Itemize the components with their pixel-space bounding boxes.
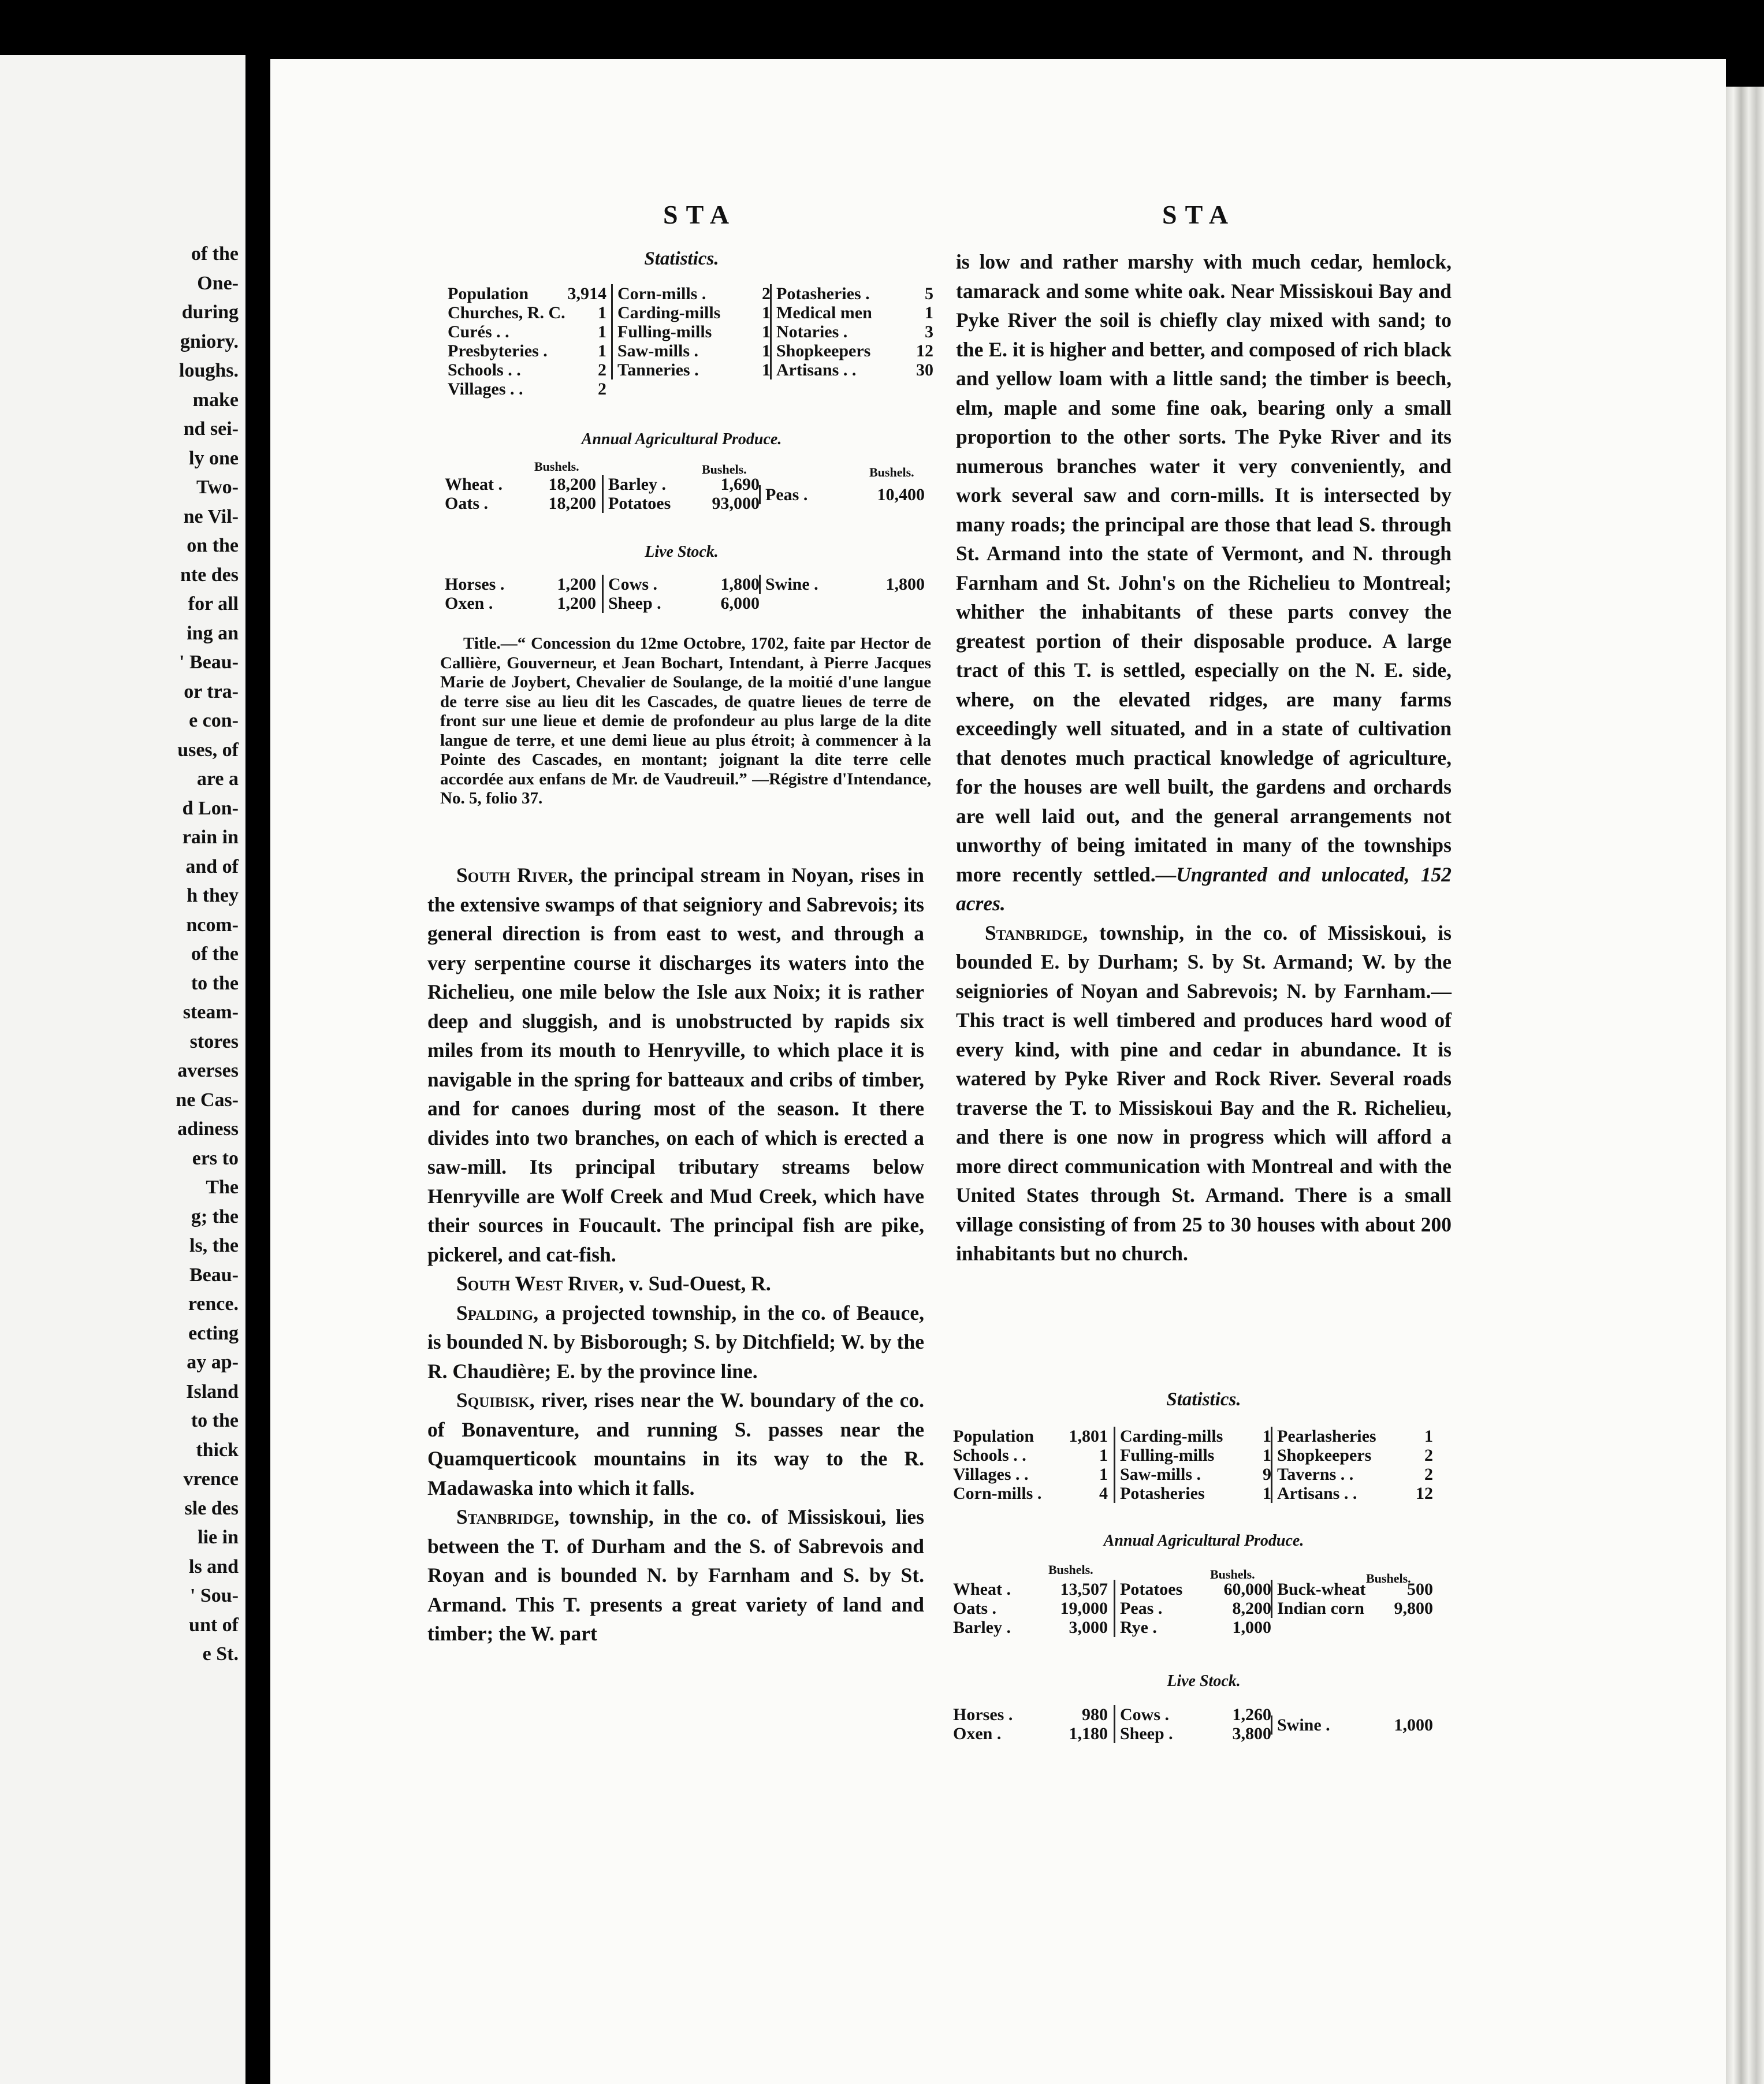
row-label: Population — [953, 1427, 1034, 1446]
previous-page-line: ing an — [187, 622, 239, 644]
row-label: Oats . — [953, 1599, 996, 1618]
row-label: Population — [448, 284, 529, 303]
table-row — [448, 322, 606, 341]
row-value: 1 — [762, 341, 771, 360]
entry-headword: South River — [456, 864, 568, 887]
right-livestock-title: Live Stock. — [1167, 1672, 1241, 1690]
row-value: 1 — [762, 303, 771, 322]
previous-page-line: uses, of — [177, 739, 239, 761]
left-bushels-label-3: Bushels. — [869, 465, 914, 479]
row-value: 500 — [1407, 1580, 1433, 1599]
table-row — [953, 1465, 1108, 1484]
table-row — [1120, 1705, 1271, 1724]
row-value: 1 — [598, 341, 606, 360]
row-label: Notaries . — [776, 322, 848, 341]
entry-paragraph — [427, 1502, 924, 1648]
table-row — [445, 594, 596, 613]
previous-page-line: adiness — [177, 1118, 239, 1140]
previous-page-line: d Lon- — [182, 797, 239, 819]
row-value: 18,200 — [548, 494, 596, 513]
row-value: 6,000 — [720, 594, 760, 613]
table-row — [1277, 1580, 1433, 1599]
previous-page-line: averses — [177, 1060, 239, 1081]
row-label: Shopkeepers — [1277, 1446, 1372, 1465]
previous-page-line: ' Sou- — [189, 1585, 239, 1606]
table-row — [765, 575, 925, 594]
row-value: 18,200 — [548, 475, 596, 494]
entry-paragraph — [956, 918, 1452, 1268]
row-value: 1 — [762, 322, 771, 341]
row-value: 1 — [1263, 1427, 1271, 1446]
entry-text: is low and rather marshy with much cedar, hemlock, tamarack and some white oak. Near Missiskoui Bay and Pyke River the soil is chiefly clay mixed with sand; to the E. it is higher and better, and composed of rich black and yellow loam with a little sand; the timber is beech, elm, maple and some fine oak, bearing only a small proportion to the other sorts. The Pyke River and its numerous branches water it very conveniently, and work several saw and corn-mills. It is intersected by many roads; the principal are those that lead S. through St. Armand into the state of Vermont, and N. through Farnham and St. John's on the Richelieu to Montreal; whither the inhabitants of these parts convey the greatest portion of their disposable produce. A large tract of this T. is settled, especially on the N. E. side, where, on the elevated ridges, are many farms exceedingly well situated, and in a state of cultivation that denotes much practical knowledge of agriculture, for the houses are well built, the gardens and orchards are well laid out, and the general arrangements not unworthy of being imitated in many of the townships more recently settled.— — [956, 250, 1452, 886]
left-body-text — [427, 861, 924, 1648]
table-row — [445, 575, 596, 594]
table-row — [1277, 1715, 1433, 1735]
previous-page-line: to the — [191, 972, 239, 994]
previous-page-line: of the — [191, 243, 239, 265]
row-label: Carding-mills — [617, 303, 721, 322]
title-concession-text: Title.—“ Concession du 12me Octobre, 1702, faite par Hector de Callière, Gouverneur, et Jean Bochart, Intendant, à Pierre Jacques Marie de Joybert, Chevalier de Soulange, de la moitié d'une langue de terre sise au lieu dit les Cascades, de quatre lieues de terre de front sur une lieue et demie de profondeur au plus large de la dite langue de terre, et une demi lieue au plus étroit; à commencer à la Pointe des Cascades, en montant; joignant la dite terre celle accordée aux enfans de Mr. de Vaudreuil.” —Régistre d'Intendance, No. 5, folio 37. — [440, 634, 931, 807]
right-bushels-label-1: Bushels. — [1048, 1562, 1093, 1577]
row-value: 12 — [1416, 1484, 1433, 1503]
previous-page-line: ls, the — [189, 1235, 239, 1256]
right-produce-title: Annual Agricultural Produce. — [1103, 1532, 1304, 1550]
right-produce-col1 — [953, 1580, 1108, 1637]
table-row — [448, 379, 606, 399]
row-label: Wheat . — [445, 475, 503, 494]
previous-page-line: nd sei- — [183, 418, 239, 440]
table-row — [776, 322, 933, 341]
table-row — [953, 1724, 1108, 1743]
entry-text: , township, in the co. of Missiskoui, lies between the T. of Durham and the S. of Sabrevois and Royan and is bounded N. by Farnham and S. by St. Armand. This T. presents a great variety of land and timber; the W. part — [427, 1505, 924, 1645]
row-value: 2 — [1424, 1465, 1433, 1484]
previous-page-line: rain in — [182, 827, 239, 848]
row-value: 1,000 — [1232, 1618, 1271, 1637]
row-value: 980 — [1082, 1705, 1108, 1724]
row-label: Tanneries . — [617, 360, 699, 379]
entry-headword: Spalding — [456, 1301, 534, 1324]
row-label: Corn-mills . — [617, 284, 706, 303]
row-value: 1 — [1263, 1484, 1271, 1503]
row-value: 9,800 — [1394, 1599, 1433, 1618]
previous-page-fragment — [0, 55, 245, 2084]
table-row — [617, 360, 771, 379]
table-row — [608, 475, 760, 494]
right-livestock-col3 — [1271, 1715, 1433, 1735]
row-label: Villages . . — [953, 1465, 1029, 1484]
row-label: Oxen . — [953, 1724, 1002, 1743]
row-label: Saw-mills . — [617, 341, 699, 360]
left-stats-col2 — [611, 284, 771, 379]
row-label: Potasheries . — [776, 284, 870, 303]
row-value: 13,507 — [1060, 1580, 1108, 1599]
row-label: Barley . — [608, 475, 666, 494]
left-livestock-col2 — [602, 575, 760, 613]
entry-text: , river, rises near the W. boundary of the co. of Bonaventure, and running S. passes near the Quamquerticook mountains in its way to the R. Madawaska into which it falls. — [427, 1389, 924, 1499]
right-bushels-label-2: Bushels. — [1210, 1567, 1255, 1581]
right-livestock-col1 — [953, 1705, 1108, 1743]
row-label: Artisans . . — [776, 360, 857, 379]
previous-page-line: and of — [185, 855, 239, 877]
row-label: Buck-wheat — [1277, 1580, 1366, 1599]
entry-headword: Stanbridge — [985, 921, 1083, 944]
right-stats-col3 — [1271, 1427, 1433, 1503]
row-label: Potatoes — [1120, 1580, 1183, 1599]
row-label: Pearlasheries — [1277, 1427, 1376, 1446]
table-row — [953, 1599, 1108, 1618]
row-value: 1 — [1263, 1446, 1271, 1465]
left-produce-col2 — [602, 475, 760, 513]
row-value: 9 — [1263, 1465, 1271, 1484]
left-statistics-title: Statistics. — [644, 248, 719, 269]
row-label: Potasheries — [1120, 1484, 1205, 1503]
table-row — [776, 341, 933, 360]
row-label: Fulling-mills — [617, 322, 712, 341]
previous-page-line: loughs. — [179, 360, 239, 381]
table-row — [953, 1427, 1108, 1446]
entry-text: , township, in the co. of Missiskoui, is bounded E. by Durham; S. by St. Armand; W. by the seigniories of Noyan and Sabrevois; N. by Farnham.—This tract is well timbered and produces hard wood of every kind, with pine and cedar in abundance. It is watered by Pyke River and Rock River. Several roads traverse the T. to Missiskoui Bay and the R. Richelieu, and there is one now in progress which will afford a more direct communication with Montreal and with the United States through St. Armand. There is a small village consisting of from 25 to 30 houses with about 200 inhabitants but no church. — [956, 921, 1452, 1265]
title-concession-paragraph — [440, 634, 931, 809]
previous-page-line: ay ap- — [187, 1352, 239, 1373]
right-stats-col2 — [1114, 1427, 1271, 1503]
row-label: Swine . — [765, 575, 818, 594]
row-value: 1 — [598, 322, 606, 341]
previous-page-line: of the — [191, 943, 239, 965]
previous-page-line: e con- — [189, 710, 239, 731]
previous-page-line: g; the — [191, 1205, 239, 1227]
row-value: 1,260 — [1232, 1705, 1271, 1724]
right-livestock-col2 — [1114, 1705, 1271, 1743]
running-header-right: STA — [1162, 200, 1237, 229]
right-produce-col3 — [1271, 1580, 1433, 1618]
entry-paragraph — [427, 1269, 924, 1298]
table-row — [1120, 1484, 1271, 1503]
row-label: Barley . — [953, 1618, 1011, 1637]
previous-page-line: for all — [188, 593, 239, 615]
table-row — [765, 485, 925, 504]
row-label: Taverns . . — [1277, 1465, 1354, 1484]
previous-page-line: ' Beau- — [179, 652, 239, 673]
previous-page-line: stores — [189, 1030, 239, 1052]
row-value: 1,800 — [885, 575, 925, 594]
left-livestock-title: Live Stock. — [645, 543, 719, 561]
row-value: 93,000 — [712, 494, 760, 513]
table-row — [617, 284, 771, 303]
row-value: 2 — [598, 360, 606, 379]
row-value: 1,801 — [1069, 1427, 1108, 1446]
page-edge — [1726, 87, 1764, 2084]
table-row — [953, 1705, 1108, 1724]
row-value: 1 — [1099, 1465, 1108, 1484]
table-row — [608, 594, 760, 613]
row-value: 19,000 — [1060, 1599, 1108, 1618]
table-row — [608, 575, 760, 594]
row-value: 1,200 — [557, 575, 596, 594]
row-label: Corn-mills . — [953, 1484, 1042, 1503]
previous-page-line: vrence — [183, 1468, 239, 1490]
row-label: Curés . . — [448, 322, 509, 341]
entry-paragraph — [427, 861, 924, 1269]
table-row — [776, 284, 933, 303]
row-value: 1,690 — [720, 475, 760, 494]
row-label: Saw-mills . — [1120, 1465, 1201, 1484]
row-value: 3 — [925, 322, 933, 341]
left-stats-col1 — [448, 284, 606, 399]
row-label: Swine . — [1277, 1715, 1330, 1735]
previous-page-line: The — [206, 1177, 239, 1198]
row-value: 12 — [916, 341, 933, 360]
table-row — [445, 494, 596, 513]
table-row — [1120, 1427, 1271, 1446]
entry-headword: Squibisk — [456, 1389, 530, 1412]
previous-page-line: Two- — [196, 477, 239, 498]
row-label: Schools . . — [448, 360, 521, 379]
row-value: 30 — [916, 360, 933, 379]
entry-tail: Ungranted and unlocated, 152 acres. — [956, 862, 1452, 915]
table-row — [617, 303, 771, 322]
row-label: Sheep . — [608, 594, 661, 613]
right-stats-col1 — [953, 1427, 1108, 1503]
right-statistics-table — [953, 1427, 1450, 1513]
left-produce-col3 — [759, 485, 925, 504]
row-label: Sheep . — [1120, 1724, 1173, 1743]
row-label: Oats . — [445, 494, 488, 513]
row-label: Horses . — [953, 1705, 1013, 1724]
left-bushels-label-2: Bushels. — [702, 462, 747, 477]
entry-headword: Stanbridge — [456, 1505, 554, 1528]
row-value: 1 — [598, 303, 606, 322]
previous-page-line: ers to — [192, 1147, 239, 1169]
previous-page-line: are a — [196, 768, 239, 790]
row-value: 2 — [1424, 1446, 1433, 1465]
table-row — [1120, 1724, 1271, 1743]
previous-page-line: or tra- — [184, 680, 239, 702]
row-label: Cows . — [608, 575, 658, 594]
table-row — [1120, 1618, 1271, 1637]
left-livestock-table — [445, 575, 936, 618]
table-row — [1120, 1599, 1271, 1618]
previous-page-line: e St. — [202, 1643, 239, 1665]
right-bushels-label-3: Bushels. — [1366, 1571, 1411, 1586]
row-value: 1 — [1099, 1446, 1108, 1465]
previous-page-line: ncom- — [186, 914, 239, 936]
table-row — [1277, 1484, 1433, 1503]
entry-paragraph — [956, 247, 1452, 918]
row-value: 60,000 — [1223, 1580, 1271, 1599]
left-livestock-col3 — [759, 575, 925, 594]
table-row — [953, 1618, 1108, 1637]
row-label: Horses . — [445, 575, 505, 594]
previous-page-line: ly one — [189, 447, 239, 469]
left-stats-col3 — [770, 284, 933, 379]
right-livestock-table — [953, 1705, 1450, 1748]
entry-paragraph — [427, 1386, 924, 1502]
row-label: Cows . — [1120, 1705, 1170, 1724]
previous-page-line: to the — [191, 1410, 239, 1431]
left-produce-col1 — [445, 475, 596, 513]
row-value: 2 — [598, 379, 606, 399]
previous-page-line: steam- — [183, 1002, 239, 1023]
previous-page-line: ecting — [188, 1322, 239, 1344]
row-value: 8,200 — [1232, 1599, 1271, 1618]
row-value: 10,400 — [877, 485, 925, 504]
left-statistics-table — [448, 284, 939, 405]
right-produce-col2 — [1114, 1580, 1271, 1637]
previous-page-line: Island — [186, 1380, 239, 1402]
table-row — [1277, 1427, 1433, 1446]
previous-page-line: h they — [187, 885, 239, 906]
row-value: 5 — [925, 284, 933, 303]
row-value: 2 — [762, 284, 771, 303]
previous-page-line: ls and — [189, 1555, 239, 1577]
table-row — [1277, 1446, 1433, 1465]
row-label: Villages . . — [448, 379, 523, 399]
table-row — [1120, 1580, 1271, 1599]
table-row — [953, 1580, 1108, 1599]
previous-page-line: lie in — [198, 1527, 239, 1548]
table-row — [1277, 1599, 1433, 1618]
row-value: 1 — [762, 360, 771, 379]
table-row — [617, 341, 771, 360]
table-row — [608, 494, 760, 513]
previous-page-line: nte des — [180, 564, 239, 586]
row-label: Rye . — [1120, 1618, 1157, 1637]
previous-page-line: rence. — [188, 1293, 239, 1315]
previous-page-line: unt of — [189, 1614, 239, 1636]
row-value: 1 — [925, 303, 933, 322]
row-label: Presbyteries . — [448, 341, 548, 360]
row-value: 4 — [1099, 1484, 1108, 1503]
previous-page-line: Beau- — [189, 1264, 239, 1286]
table-row — [617, 322, 771, 341]
table-row — [776, 360, 933, 379]
table-row — [448, 284, 606, 303]
previous-page-line: during — [181, 302, 239, 323]
left-produce-title: Annual Agricultural Produce. — [581, 430, 782, 448]
previous-page-line: sle des — [184, 1497, 239, 1519]
table-row — [1120, 1465, 1271, 1484]
previous-page-line: ne Cas- — [176, 1089, 239, 1111]
left-produce-table — [445, 475, 936, 518]
previous-page-line: make — [192, 389, 239, 411]
table-row — [448, 341, 606, 360]
entry-headword: South West River — [456, 1272, 619, 1295]
row-label: Peas . — [1120, 1599, 1163, 1618]
running-header-left: STA — [663, 200, 738, 229]
table-row — [448, 360, 606, 379]
previous-page-line: on the — [187, 535, 239, 556]
previous-page-line: thick — [196, 1439, 239, 1461]
row-label: Indian corn — [1277, 1599, 1364, 1618]
table-row — [1120, 1446, 1271, 1465]
table-row — [448, 303, 606, 322]
row-value: 3,800 — [1232, 1724, 1271, 1743]
row-label: Potatoes — [608, 494, 671, 513]
row-value: 1,180 — [1069, 1724, 1108, 1743]
entry-text: , the principal stream in Noyan, rises in the extensive swamps of that seigniory and Sabrevois; its general direction is from east to west, and through a very serpentine course it discharges its waters into the Richelieu, one mile below the Isle aux Noix; it is rather deep and sluggish, and is unobstructed by rapids six miles from its mouth to Henryville, to which place it is navigable in the spring for batteaux and cribs of timber, and for canoes during most of the season. It there divides into two branches, on each of which is erected a saw-mill. Its principal tributary streams below Henryville are Wolf Creek and Mud Creek, which have their sources in Foucault. The principal fish are pike, pickerel, and cat-fish. — [427, 864, 924, 1266]
table-row — [776, 303, 933, 322]
entry-text: , a projected township, in the co. of Beauce, is bounded N. by Bisborough; S. by Ditchfield; W. by the R. Chaudière; E. by the province line. — [427, 1301, 924, 1383]
row-value: 1 — [1424, 1427, 1433, 1446]
left-livestock-col1 — [445, 575, 596, 613]
row-value: 1,200 — [557, 594, 596, 613]
left-bushels-label-1: Bushels. — [534, 459, 579, 474]
row-value: 1,000 — [1394, 1715, 1433, 1735]
row-label: Churches, R. C. — [448, 303, 565, 322]
row-label: Peas . — [765, 485, 808, 504]
row-label: Wheat . — [953, 1580, 1011, 1599]
previous-page-text — [8, 240, 239, 1669]
row-label: Shopkeepers — [776, 341, 871, 360]
right-statistics-title: Statistics. — [1166, 1389, 1241, 1410]
table-row — [445, 475, 596, 494]
row-label: Artisans . . — [1277, 1484, 1357, 1503]
table-row — [953, 1446, 1108, 1465]
previous-page-line: One- — [197, 272, 239, 294]
table-row — [1277, 1465, 1433, 1484]
table-row — [953, 1484, 1108, 1503]
row-value: 3,914 — [567, 284, 606, 303]
right-body-text — [956, 247, 1452, 1268]
previous-page-line: gniory. — [180, 330, 239, 352]
row-label: Carding-mills — [1120, 1427, 1223, 1446]
row-label: Medical men — [776, 303, 872, 322]
row-label: Schools . . — [953, 1446, 1026, 1465]
row-value: 3,000 — [1069, 1618, 1108, 1637]
entry-text: , v. Sud-Ouest, R. — [619, 1272, 771, 1295]
entry-paragraph — [427, 1298, 924, 1386]
row-label: Oxen . — [445, 594, 493, 613]
previous-page-line: ne Vil- — [183, 505, 239, 527]
right-produce-table — [953, 1580, 1450, 1643]
row-label: Fulling-mills — [1120, 1446, 1215, 1465]
row-value: 1,800 — [720, 575, 760, 594]
